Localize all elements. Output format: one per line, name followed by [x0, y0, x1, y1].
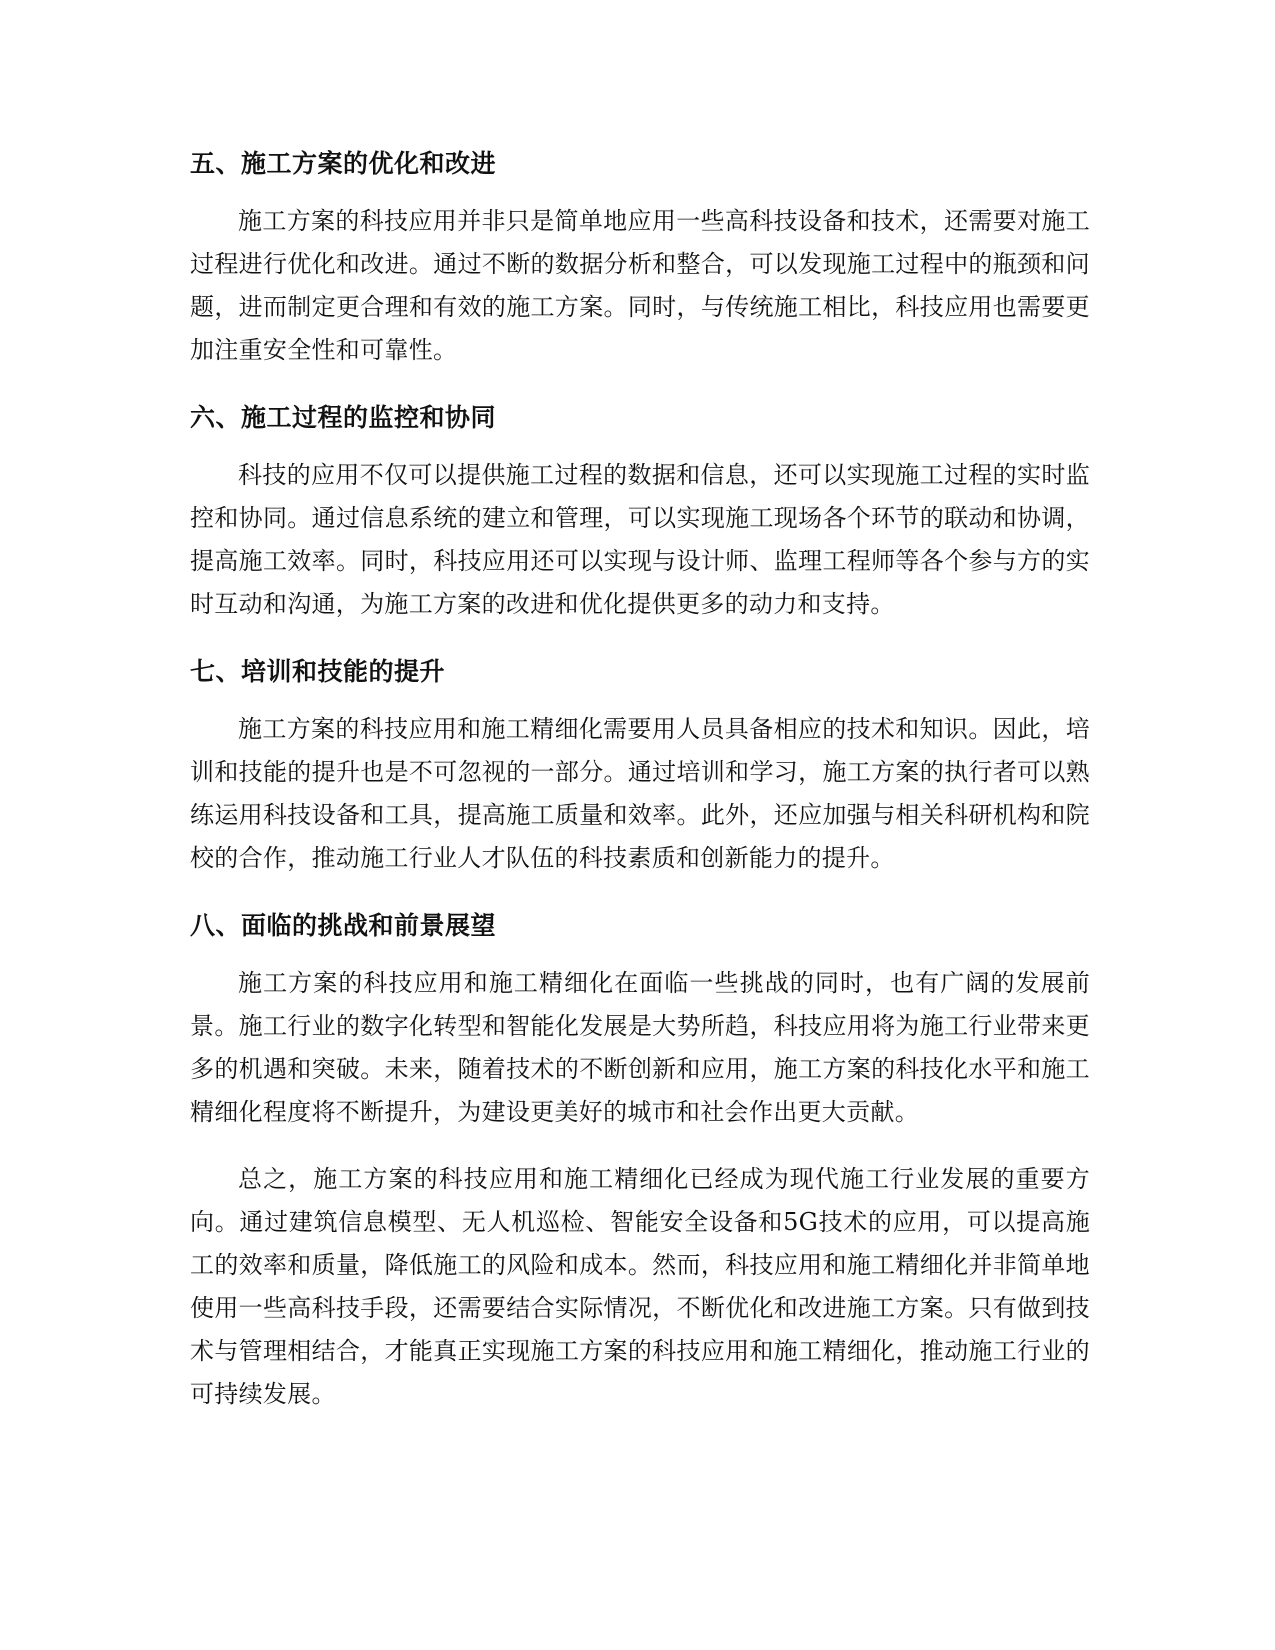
section-paragraph: 科技的应用不仅可以提供施工过程的数据和信息，还可以实现施工过程的实时监控和协同。通过信息系统的建立和管理，可以实现施工现场各个环节的联动和协调，提高施工效率。同时，科技应用还可以实现与设计师、监理工程师等各个参与方的实时互动和沟通，为施工方案的改进和优化提供更多的动力和支持。	[190, 461, 1090, 618]
section-7	[190, 650, 1090, 880]
section-5	[190, 142, 1090, 372]
document-body	[190, 142, 1090, 1416]
section-heading: 七、培训和技能的提升	[190, 657, 446, 686]
section-paragraph: 施工方案的科技应用并非只是简单地应用一些高科技设备和技术，还需要对施工过程进行优化和改进。通过不断的数据分析和整合，可以发现施工过程中的瓶颈和问题，进而制定更合理和有效的施工方案。同时，与传统施工相比，科技应用也需要更加注重安全性和可靠性。	[190, 207, 1090, 364]
section-8	[190, 904, 1090, 1134]
section-heading: 五、施工方案的优化和改进	[190, 149, 497, 178]
section-paragraph: 施工方案的科技应用和施工精细化需要用人员具备相应的技术和知识。因此，培训和技能的提升也是不可忽视的一部分。通过培训和学习，施工方案的执行者可以熟练运用科技设备和工具，提高施工质量和效率。此外，还应加强与相关科研机构和院校的合作，推动施工行业人才队伍的科技素质和创新能力的提升。	[190, 715, 1090, 872]
section-6	[190, 396, 1090, 626]
section-heading: 六、施工过程的监控和协同	[190, 403, 497, 432]
section-paragraph: 施工方案的科技应用和施工精细化在面临一些挑战的同时，也有广阔的发展前景。施工行业的数字化转型和智能化发展是大势所趋，科技应用将为施工行业带来更多的机遇和突破。未来，随着技术的不断创新和应用，施工方案的科技化水平和施工精细化程度将不断提升，为建设更美好的城市和社会作出更大贡献。	[190, 969, 1090, 1126]
conclusion-paragraph: 总之，施工方案的科技应用和施工精细化已经成为现代施工行业发展的重要方向。通过建筑信息模型、无人机巡检、智能安全设备和5G技术的应用，可以提高施工的效率和质量，降低施工的风险和成本。然而，科技应用和施工精细化并非简单地使用一些高科技手段，还需要结合实际情况，不断优化和改进施工方案。只有做到技术与管理相结合，才能真正实现施工方案的科技应用和施工精细化，推动施工行业的可持续发展。	[190, 1165, 1090, 1408]
section-heading: 八、面临的挑战和前景展望	[190, 911, 497, 940]
